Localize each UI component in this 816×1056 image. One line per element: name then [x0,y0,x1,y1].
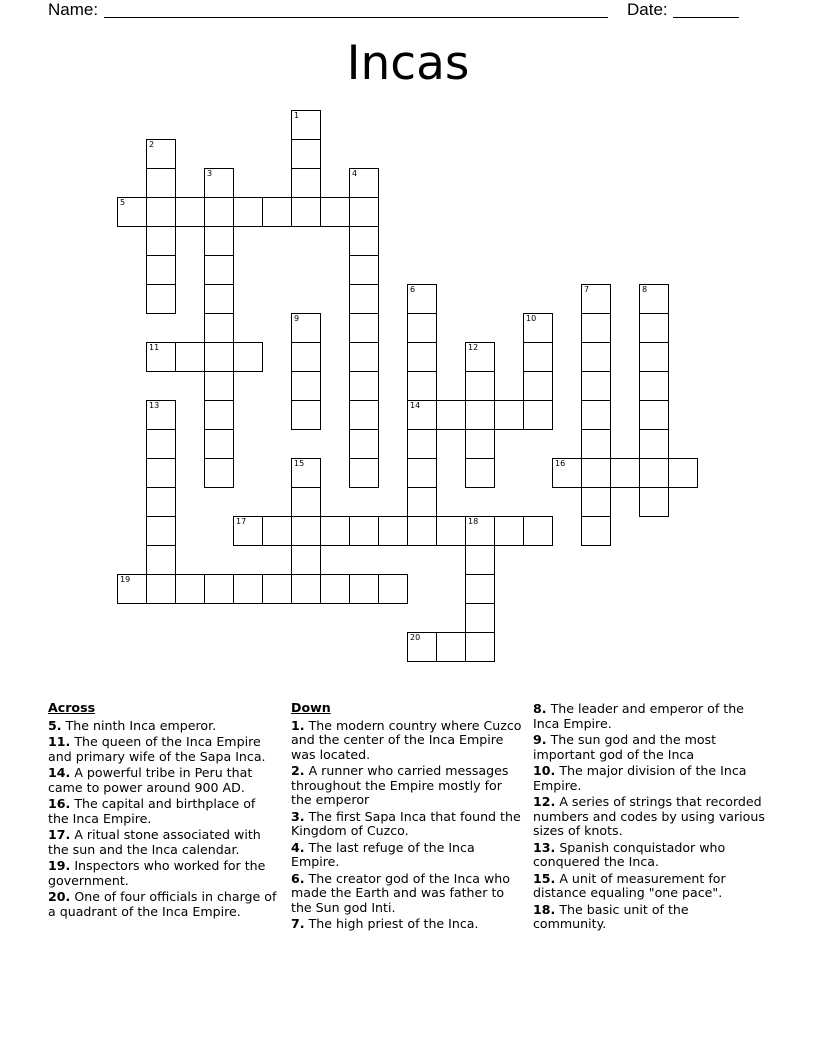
grid-cell[interactable] [465,545,495,575]
clue-number: 7 [584,285,590,294]
grid-cell[interactable] [349,574,379,604]
clue-item [48,859,280,888]
clue-item-text: A unit of measurement for distance equaling "one pace". [533,870,726,900]
clue-item-number: 12. [533,794,556,809]
grid-cell[interactable] [639,371,669,401]
grid-cell[interactable] [233,342,263,372]
down-list [291,719,523,932]
grid-cell[interactable] [407,342,437,372]
clue-item-number: 1. [291,717,305,733]
grid-cell[interactable] [465,342,495,372]
clue-item-text: Inspectors who worked for the government. [48,858,266,888]
clue-item [291,810,523,839]
clue-item-text: A runner who carried messages throughout the Empire mostly for the emperor [291,763,509,807]
grid-cell[interactable] [436,632,466,662]
clue-item-number: 5. [48,717,62,733]
grid-cell[interactable] [320,197,350,227]
clue-item [533,841,765,870]
grid-cell[interactable] [146,255,176,285]
clue-item-text: A ritual stone associated with the sun and the Inca calendar. [48,827,261,857]
grid-cell[interactable] [349,197,379,227]
clue-number: 3 [207,169,213,178]
clue-item-number: 4. [291,839,305,855]
clue-item-text: Spanish conquistador who conquered the Inca. [533,839,726,869]
grid-cell[interactable] [465,603,495,633]
grid-cell[interactable] [146,545,176,575]
grid-cell[interactable] [175,342,205,372]
grid-cell[interactable] [581,371,611,401]
grid-cell[interactable] [378,516,408,546]
clue-item-text: The modern country where Cuzco and the center of the Inca Empire was located. [291,717,522,762]
grid-cell[interactable] [233,574,263,604]
grid-cell[interactable] [349,429,379,459]
grid-cell[interactable] [233,197,263,227]
grid-cell[interactable] [146,197,176,227]
grid-cell[interactable] [233,516,263,546]
grid-cell[interactable] [204,342,234,372]
grid-cell[interactable] [349,284,379,314]
grid-cell[interactable] [146,168,176,198]
clue-item [291,917,523,932]
grid-cell[interactable] [436,516,466,546]
clue-item-number: 18. [533,901,556,917]
grid-cell[interactable] [349,458,379,488]
grid-cell[interactable] [204,197,234,227]
grid-cell[interactable] [407,371,437,401]
clue-item-number: 20. [48,889,71,904]
grid-cell[interactable] [552,458,582,488]
grid-cell[interactable] [523,371,553,401]
grid-cell[interactable] [291,110,321,140]
clue-item-text: The creator god of the Inca who made the Earth and was father to the Sun god Inti. [291,870,510,915]
clue-item-number: 16. [48,796,71,811]
clue-number: 16 [555,459,566,468]
clue-item [48,719,280,734]
clue-number: 10 [526,314,537,323]
grid-cell[interactable] [204,574,234,604]
clue-item-text: The leader and emperor of the Inca Empire. [533,701,744,731]
grid-cell[interactable] [581,487,611,517]
clue-item [533,764,765,793]
grid-cell[interactable] [465,371,495,401]
clue-item-number: 7. [291,916,305,931]
grid-cell[interactable] [378,574,408,604]
grid-cell[interactable] [204,458,234,488]
grid-cell[interactable] [407,429,437,459]
grid-cell[interactable] [349,313,379,343]
clue-item [48,890,280,919]
grid-cell[interactable] [146,429,176,459]
grid-cell[interactable] [146,458,176,488]
grid-cell[interactable] [407,487,437,517]
clue-item-text: The first Sapa Inca that found the Kingdom of Cuzco. [291,808,521,838]
grid-cell[interactable] [291,545,321,575]
clue-item [291,764,523,808]
grid-cell[interactable] [581,284,611,314]
clue-number: 11 [149,343,160,352]
clue-number: 12 [468,343,479,352]
clue-item-number: 10. [533,763,556,778]
across-list [48,719,280,920]
down-clues [291,701,523,934]
grid-cell[interactable] [291,574,321,604]
clue-item [48,735,280,764]
grid-cell[interactable] [349,371,379,401]
grid-cell[interactable] [639,487,669,517]
clue-number: 17 [236,517,247,526]
clue-item [48,797,280,826]
grid-cell[interactable] [349,255,379,285]
clue-item-text: A powerful tribe in Peru that came to power around 900 AD. [48,765,253,795]
grid-cell[interactable] [407,516,437,546]
grid-cell[interactable] [204,168,234,198]
grid-cell[interactable] [581,429,611,459]
clue-item-text: A series of strings that recorded numbers and codes by using various sizes of knots. [533,794,765,838]
clue-item-text: The sun god and the most important god of the Inca [533,732,717,762]
clue-item-text: The last refuge of the Inca Empire. [291,839,475,869]
clue-number: 14 [410,401,421,410]
clue-item-text: One of four officials in charge of a quadrant of the Inca Empire. [48,889,277,919]
grid-cell[interactable] [523,516,553,546]
grid-cell[interactable] [407,632,437,662]
grid-cell[interactable] [349,168,379,198]
grid-cell[interactable] [581,516,611,546]
grid-cell[interactable] [175,574,205,604]
grid-cell[interactable] [204,371,234,401]
grid-cell[interactable] [291,313,321,343]
grid-cell[interactable] [349,226,379,256]
grid-cell[interactable] [262,197,292,227]
clue-item-text: The ninth Inca emperor. [61,717,217,733]
clue-item [533,733,765,762]
grid-cell[interactable] [494,516,524,546]
grid-cell[interactable] [204,313,234,343]
clue-number: 5 [120,198,126,207]
down-list-continued [533,702,765,932]
name-label: Name: [48,0,99,19]
clue-item-number: 9. [533,732,547,747]
grid-cell[interactable] [262,574,292,604]
grid-cell[interactable] [523,400,553,430]
grid-cell[interactable] [146,139,176,169]
grid-cell[interactable] [639,284,669,314]
grid-cell[interactable] [291,516,321,546]
grid-cell[interactable] [146,342,176,372]
grid-cell[interactable] [291,139,321,169]
grid-cell[interactable] [465,458,495,488]
clue-item [291,841,523,870]
date-label: Date: [627,0,668,19]
grid-cell[interactable] [117,574,147,604]
grid-cell[interactable] [262,516,292,546]
grid-cell[interactable] [465,574,495,604]
grid-cell[interactable] [291,400,321,430]
clue-item [291,872,523,916]
clue-number: 9 [294,314,300,323]
clue-item [533,903,765,932]
clue-number: 15 [294,459,305,468]
grid-cell[interactable] [349,342,379,372]
grid-cell[interactable] [581,313,611,343]
grid-cell[interactable] [349,516,379,546]
clue-item-number: 8. [533,701,547,716]
clue-item-number: 13. [533,839,556,855]
across-clues [48,701,280,921]
grid-cell[interactable] [291,168,321,198]
grid-cell[interactable] [146,400,176,430]
grid-cell[interactable] [407,400,437,430]
grid-cell[interactable] [320,574,350,604]
grid-cell[interactable] [146,516,176,546]
grid-cell[interactable] [465,516,495,546]
grid-cell[interactable] [204,226,234,256]
grid-cell[interactable] [204,284,234,314]
clue-item [48,766,280,795]
down-clues-continued [533,702,765,934]
clue-item-text: The major division of the Inca Empire. [533,763,747,793]
clue-item-number: 14. [48,765,71,780]
grid-cell[interactable] [523,342,553,372]
clue-item-text: The capital and birthplace of the Inca Empire. [48,796,256,826]
clue-item [291,719,523,763]
grid-cell[interactable] [320,516,350,546]
grid-cell[interactable] [581,342,611,372]
down-heading: Down [291,700,331,715]
grid-cell[interactable] [204,400,234,430]
grid-cell[interactable] [465,400,495,430]
grid-cell[interactable] [581,400,611,430]
clue-number: 19 [120,575,131,584]
clue-number: 6 [410,285,416,294]
clue-item-text: The basic unit of the community. [533,901,689,931]
grid-cell[interactable] [639,400,669,430]
clue-item [48,828,280,857]
grid-cell[interactable] [639,458,669,488]
clue-number: 2 [149,140,155,149]
grid-cell[interactable] [175,197,205,227]
grid-cell[interactable] [523,313,553,343]
grid-cell[interactable] [639,429,669,459]
clue-item-number: 2. [291,763,305,778]
clue-number: 1 [294,111,300,120]
clue-item-text: The queen of the Inca Empire and primary wife of the Sapa Inca. [48,734,266,764]
grid-cell[interactable] [465,632,495,662]
clue-item-number: 17. [48,827,71,842]
grid-cell[interactable] [204,429,234,459]
grid-cell[interactable] [407,458,437,488]
clue-item [533,872,765,901]
clue-number: 4 [352,169,358,178]
grid-cell[interactable] [639,313,669,343]
clue-item-text: The high priest of the Inca. [304,916,479,931]
clue-number: 8 [642,285,648,294]
grid-cell[interactable] [291,197,321,227]
grid-cell[interactable] [349,400,379,430]
grid-cell[interactable] [204,255,234,285]
grid-cell[interactable] [407,313,437,343]
clue-item-number: 6. [291,870,305,886]
clue-item [533,795,765,839]
clue-item-number: 11. [48,734,71,749]
grid-cell[interactable] [146,284,176,314]
grid-cell[interactable] [668,458,698,488]
clue-item [533,702,765,731]
grid-cell[interactable] [436,400,466,430]
grid-cell[interactable] [291,458,321,488]
clue-item-number: 15. [533,870,556,886]
page-title: Incas [346,36,470,91]
across-heading: Across [48,700,96,715]
grid-cell[interactable] [610,458,640,488]
grid-cell[interactable] [465,429,495,459]
grid-cell[interactable] [146,226,176,256]
grid-cell[interactable] [581,458,611,488]
grid-cell[interactable] [291,342,321,372]
clue-item-number: 19. [48,858,71,873]
grid-cell[interactable] [291,371,321,401]
grid-cell[interactable] [146,574,176,604]
grid-cell[interactable] [291,487,321,517]
clue-number: 13 [149,401,160,410]
clue-item-number: 3. [291,808,305,824]
clue-number: 20 [410,633,421,642]
grid-cell[interactable] [146,487,176,517]
grid-cell[interactable] [407,284,437,314]
grid-cell[interactable] [639,342,669,372]
clue-number: 18 [468,517,479,526]
grid-cell[interactable] [494,400,524,430]
grid-cell[interactable] [117,197,147,227]
